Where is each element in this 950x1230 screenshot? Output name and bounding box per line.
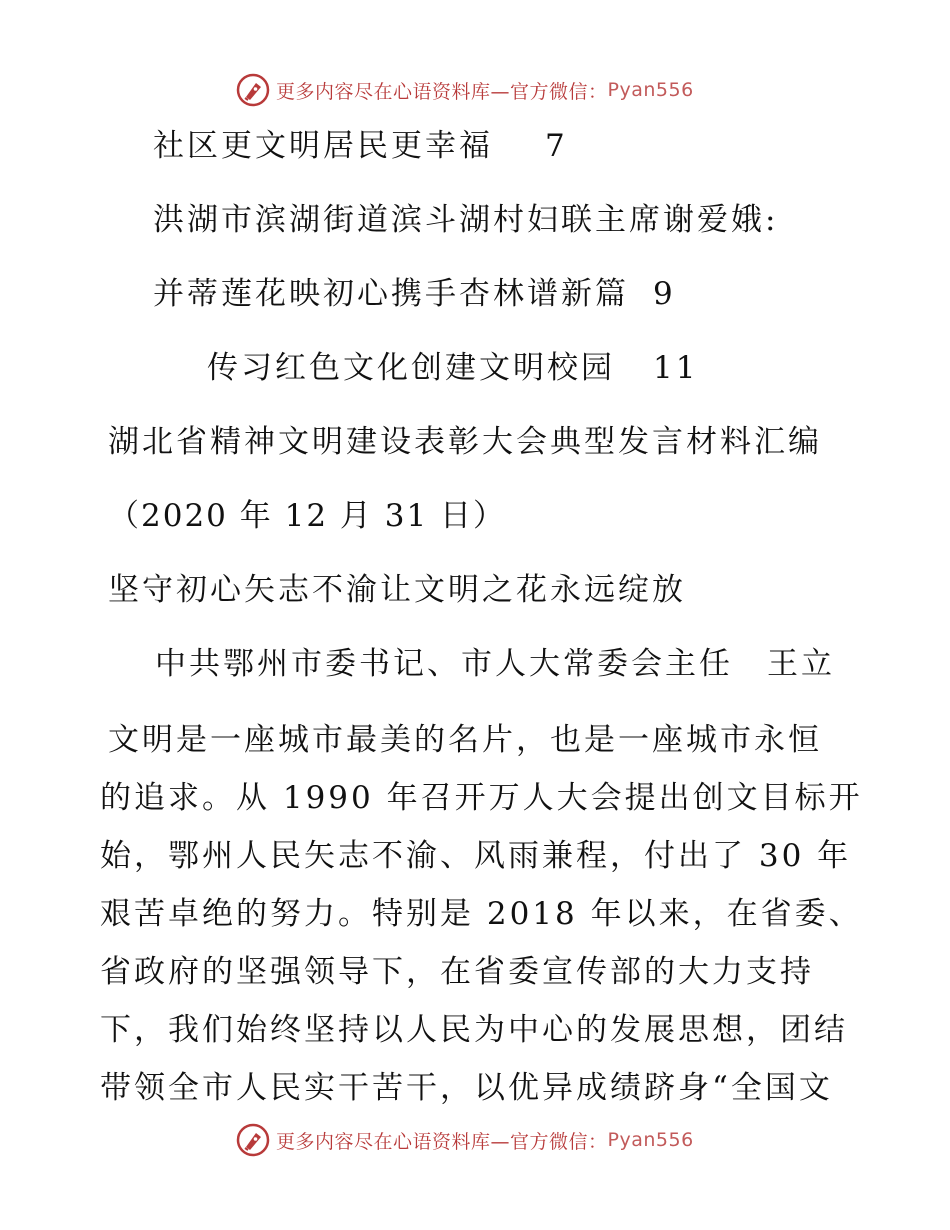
fountain-pen-logo-icon bbox=[236, 1123, 270, 1157]
toc-item bbox=[207, 348, 698, 388]
body-line: 的追求。从 1990 年召开万人大会提出创文目标开 bbox=[100, 780, 863, 816]
toc-item-title: 传习红色文化创建文明校园 bbox=[207, 350, 615, 386]
toc-item-title: 洪湖市滨湖街道滨斗湖村妇联主席谢爱娥: bbox=[153, 202, 779, 238]
body-line: 艰苦卓绝的努力。特别是 2018 年以来，在省委、 bbox=[100, 896, 863, 932]
body-line: 始，鄂州人民矢志不渝、风雨兼程，付出了 30 年 bbox=[100, 838, 852, 874]
fountain-pen-logo-icon bbox=[236, 73, 270, 107]
body-line: 省政府的坚强领导下，在省委宣传部的大力支持 bbox=[100, 954, 814, 990]
watermark-wechat-id: Pyan556 bbox=[607, 1129, 694, 1151]
body-line: 带领全市人民实干苦干，以优异成绩跻身“全国文 bbox=[100, 1070, 833, 1106]
toc-item bbox=[153, 126, 568, 166]
article-title: 坚守初心矢志不渝让文明之花永远绽放 bbox=[108, 572, 686, 608]
toc-item-page: 7 bbox=[545, 128, 568, 164]
toc-item bbox=[153, 274, 676, 314]
toc-item-page: 11 bbox=[653, 350, 699, 386]
watermark-text: 更多内容尽在心语资料库—官方微信： bbox=[276, 1130, 608, 1153]
toc-item-page: 9 bbox=[653, 276, 676, 312]
body-line: 下，我们始终坚持以人民为中心的发展思想，团结 bbox=[100, 1012, 848, 1048]
body-line: 文明是一座城市最美的名片，也是一座城市永恒 bbox=[108, 722, 822, 758]
toc-item-title: 并蒂莲花映初心携手杏林谱新篇 bbox=[153, 276, 629, 312]
watermark-wechat-id: Pyan556 bbox=[607, 79, 694, 101]
document-heading: 湖北省精神文明建设表彰大会典型发言材料汇编 bbox=[108, 424, 822, 460]
header-watermark bbox=[236, 72, 694, 108]
watermark-text: 更多内容尽在心语资料库—官方微信： bbox=[276, 80, 608, 103]
toc-item bbox=[153, 200, 778, 240]
toc-item-title: 社区更文明居民更幸福 bbox=[153, 128, 493, 164]
footer-watermark bbox=[236, 1122, 694, 1158]
document-date: （2020 年 12 月 31 日） bbox=[108, 498, 507, 534]
article-author: 中共鄂州市委书记、市人大常委会主任 王立 bbox=[155, 646, 835, 682]
